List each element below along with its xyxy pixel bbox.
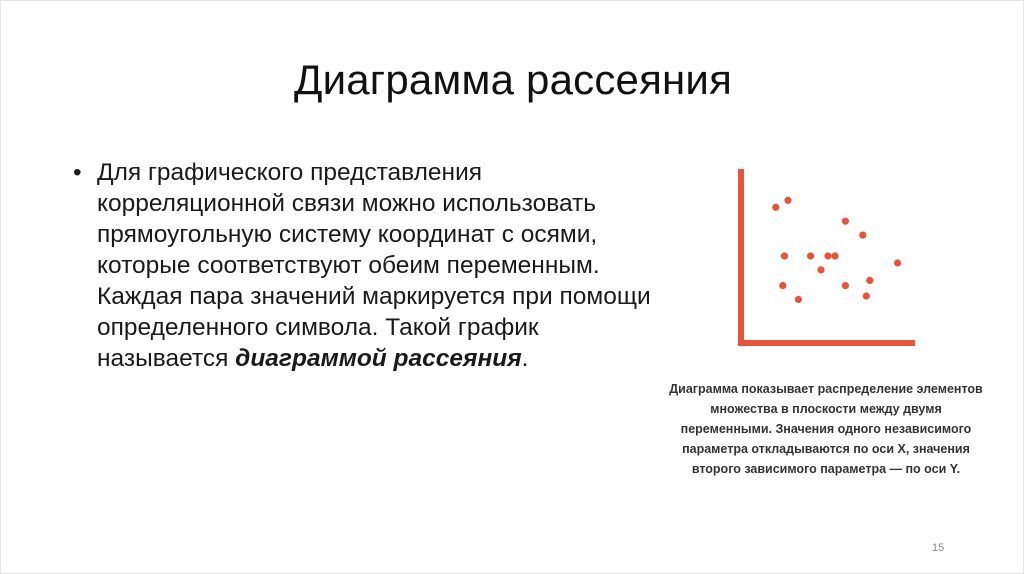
scatter-point [842,218,849,225]
bullet-text: Для графического представления корреляционной связи можно использовать прямоугольную систему координат с осями, которые соответствуют обеим переменным. Каждая пара значений маркируется при помощи определенного символа. Такой график называется [97,159,651,372]
scatter-point [795,296,802,303]
scatter-point [866,277,873,284]
scatter-point [894,259,901,266]
bullet-list [73,157,653,374]
scatter-point [817,266,824,273]
scatter-points [772,197,901,303]
scatter-point [779,282,786,289]
bullet-content [97,157,653,374]
scatter-point [807,252,814,259]
scatter-point [859,232,866,239]
scatter-point [824,252,831,259]
bullet-marker: • [73,159,82,186]
scatter-point [772,204,779,211]
scatter-chart [731,169,921,351]
bullet-suffix: . [521,345,529,372]
scatter-point [781,252,788,259]
bullet-item [73,157,653,374]
scatter-point [863,292,870,299]
chart-caption: Диаграмма показывает распределение элементов множества в плоскости между двумя переменными. Значения одного независимого параметра откладываются по оси X, значения второго зависимого параметра — по оси Y. [669,382,983,476]
bullet-emphasis: диаграммой рассеяния [235,345,522,372]
scatter-point [842,282,849,289]
scatter-point [784,197,791,204]
slide-title: Диаграмма рассеяния [293,56,733,103]
scatter-point [831,252,838,259]
page-number: 15 [932,542,945,554]
